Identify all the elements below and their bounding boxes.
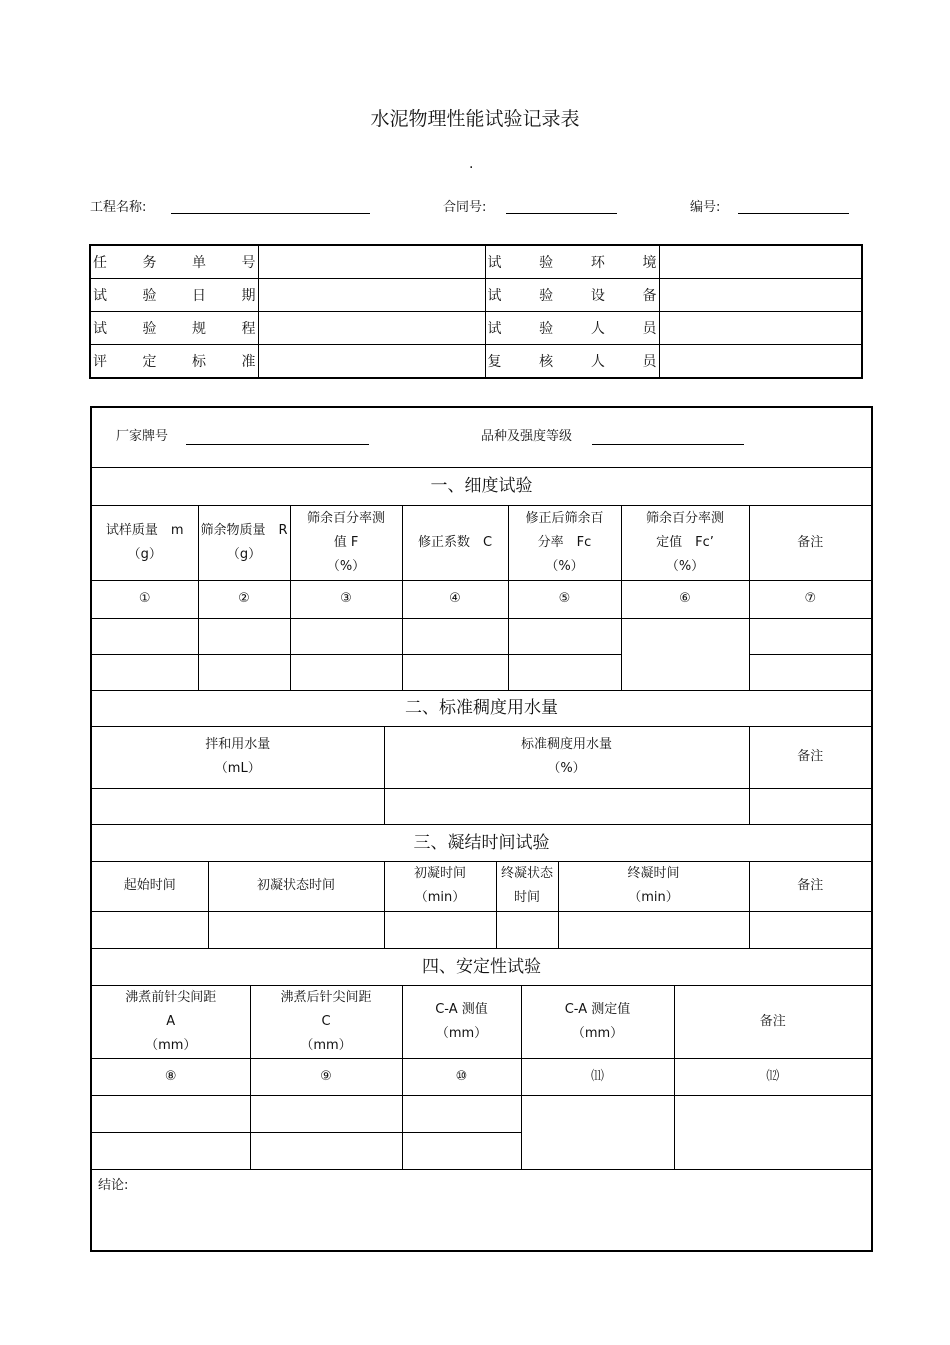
fineness-header-row xyxy=(91,505,872,580)
contract-no-field[interactable] xyxy=(506,213,617,214)
soundness-number-row xyxy=(91,1058,872,1095)
column-number: ③ xyxy=(290,580,402,618)
column-number: ⑤ xyxy=(508,580,621,618)
remarks-header: 备注 xyxy=(749,861,872,911)
column-number: ① xyxy=(91,580,198,618)
determined-residue-header: 筛余百分率测 定值 Fc’ （%） xyxy=(621,505,749,580)
column-number: ⑾ xyxy=(521,1058,674,1095)
column-number: ⑿ xyxy=(674,1058,872,1095)
conclusion-label: 结论: xyxy=(98,1177,129,1193)
initial-setting-header: 初凝时间 （min） xyxy=(384,861,496,911)
test-spec-field[interactable] xyxy=(258,312,485,345)
data-cell[interactable] xyxy=(91,1132,250,1169)
manufacturer-field[interactable] xyxy=(186,430,369,445)
consistency-water-header: 标准稠度用水量 （%） xyxy=(384,726,749,788)
data-cell[interactable] xyxy=(496,911,558,948)
test-equip-label: 试 验 设 备 xyxy=(485,279,659,312)
fineness-number-row xyxy=(91,580,872,618)
setting-time-section-title: 三、凝结时间试验 xyxy=(91,824,872,861)
data-cell[interactable] xyxy=(674,1095,872,1169)
section-title-row xyxy=(91,690,872,726)
conclusion-row xyxy=(91,1169,872,1251)
sample-mass-header: 试样质量 m （g） xyxy=(91,505,198,580)
data-cell[interactable] xyxy=(91,618,198,654)
residue-mass-header: 筛余物质量 R （g） xyxy=(198,505,290,580)
soundness-data-row xyxy=(91,1095,872,1132)
data-cell[interactable] xyxy=(402,1095,521,1132)
consistency-section-title: 二、标准稠度用水量 xyxy=(91,690,872,726)
remarks-header: 备注 xyxy=(674,985,872,1058)
data-cell[interactable] xyxy=(749,654,872,690)
setting-data-row xyxy=(91,911,872,948)
standard-label: 评 定 标 准 xyxy=(90,345,258,379)
manufacturer-cell xyxy=(91,407,872,467)
contract-no-label: 合同号: xyxy=(443,200,487,215)
initial-state-time-header: 初凝状态时间 xyxy=(208,861,384,911)
section-title-row xyxy=(91,467,872,505)
data-cell[interactable] xyxy=(402,618,508,654)
task-no-field[interactable] xyxy=(258,245,485,279)
data-cell[interactable] xyxy=(749,618,872,654)
project-name-field[interactable] xyxy=(171,213,370,214)
data-cell[interactable] xyxy=(290,618,402,654)
column-number: ⑥ xyxy=(621,580,749,618)
column-number: ⑩ xyxy=(402,1058,521,1095)
fineness-section-title: 一、细度试验 xyxy=(91,467,872,505)
ca-measured-header: C-A 测值 （mm） xyxy=(402,985,521,1058)
data-cell[interactable] xyxy=(384,788,749,824)
data-cell[interactable] xyxy=(250,1132,402,1169)
dot-mark: · xyxy=(469,160,474,176)
conclusion-field[interactable] xyxy=(91,1169,872,1251)
main-table xyxy=(90,406,873,1252)
data-cell[interactable] xyxy=(91,788,384,824)
soundness-section-title: 四、安定性试验 xyxy=(91,948,872,985)
tester-field[interactable] xyxy=(659,312,862,345)
post-boil-distance-header: 沸煮后针尖间距 C （mm） xyxy=(250,985,402,1058)
mixing-water-header: 拌和用水量 （mL） xyxy=(91,726,384,788)
test-spec-label: 试 验 规 程 xyxy=(90,312,258,345)
fineness-data-row xyxy=(91,654,872,690)
info-row xyxy=(90,312,862,345)
manufacturer-label: 厂家牌号 xyxy=(116,429,169,445)
data-cell[interactable] xyxy=(198,654,290,690)
test-equip-field[interactable] xyxy=(659,279,862,312)
correction-factor-header: 修正系数 C xyxy=(402,505,508,580)
soundness-header-row xyxy=(91,985,872,1058)
consistency-header-row xyxy=(91,726,872,788)
reviewer-label: 复 核 人 员 xyxy=(485,345,659,379)
info-row xyxy=(90,345,862,379)
data-cell[interactable] xyxy=(91,654,198,690)
grade-field[interactable] xyxy=(592,430,744,445)
info-row xyxy=(90,245,862,279)
page-title: 水泥物理性能试验记录表 xyxy=(370,108,580,130)
test-date-field[interactable] xyxy=(258,279,485,312)
section-title-row xyxy=(91,948,872,985)
standard-field[interactable] xyxy=(258,345,485,379)
project-name-label: 工程名称: xyxy=(90,200,147,215)
remarks-header: 备注 xyxy=(749,726,872,788)
column-number: ⑨ xyxy=(250,1058,402,1095)
column-number: ② xyxy=(198,580,290,618)
consistency-data-row xyxy=(91,788,872,824)
section-title-row xyxy=(91,824,872,861)
ca-determined-header: C-A 测定值 （mm） xyxy=(521,985,674,1058)
task-no-label: 任 务 单 号 xyxy=(90,245,258,279)
serial-no-label: 编号: xyxy=(690,200,721,215)
data-cell[interactable] xyxy=(749,911,872,948)
corrected-residue-header: 修正后筛余百 分率 Fc （%） xyxy=(508,505,621,580)
column-number: ⑧ xyxy=(91,1058,250,1095)
data-cell[interactable] xyxy=(198,618,290,654)
data-cell[interactable] xyxy=(91,911,208,948)
grade-label: 品种及强度等级 xyxy=(481,429,573,445)
final-setting-header: 终凝时间 （min） xyxy=(558,861,749,911)
pre-boil-distance-header: 沸煮前针尖间距 A （mm） xyxy=(91,985,250,1058)
reviewer-field[interactable] xyxy=(659,345,862,379)
test-date-label: 试 验 日 期 xyxy=(90,279,258,312)
data-cell[interactable] xyxy=(208,911,384,948)
info-table xyxy=(89,244,863,379)
test-env-label: 试 验 环 境 xyxy=(485,245,659,279)
data-cell[interactable] xyxy=(558,911,749,948)
test-env-field[interactable] xyxy=(659,245,862,279)
data-cell[interactable] xyxy=(402,1132,521,1169)
serial-no-field[interactable] xyxy=(738,213,849,214)
fineness-data-row xyxy=(91,618,872,654)
manufacturer-row xyxy=(91,407,872,467)
tester-label: 试 验 人 员 xyxy=(485,312,659,345)
column-number: ④ xyxy=(402,580,508,618)
data-cell[interactable] xyxy=(290,654,402,690)
column-number: ⑦ xyxy=(749,580,872,618)
data-cell[interactable] xyxy=(621,618,749,690)
sieve-residue-header: 筛余百分率测 值 F （%） xyxy=(290,505,402,580)
setting-header-row xyxy=(91,861,872,911)
data-cell[interactable] xyxy=(384,911,496,948)
data-cell[interactable] xyxy=(508,618,621,654)
data-cell[interactable] xyxy=(402,654,508,690)
remarks-header: 备注 xyxy=(749,505,872,580)
final-state-time-header: 终凝状态时间 xyxy=(496,861,558,911)
info-row xyxy=(90,279,862,312)
data-cell[interactable] xyxy=(508,654,621,690)
data-cell[interactable] xyxy=(250,1095,402,1132)
start-time-header: 起始时间 xyxy=(91,861,208,911)
data-cell[interactable] xyxy=(521,1095,674,1169)
data-cell[interactable] xyxy=(749,788,872,824)
data-cell[interactable] xyxy=(91,1095,250,1132)
